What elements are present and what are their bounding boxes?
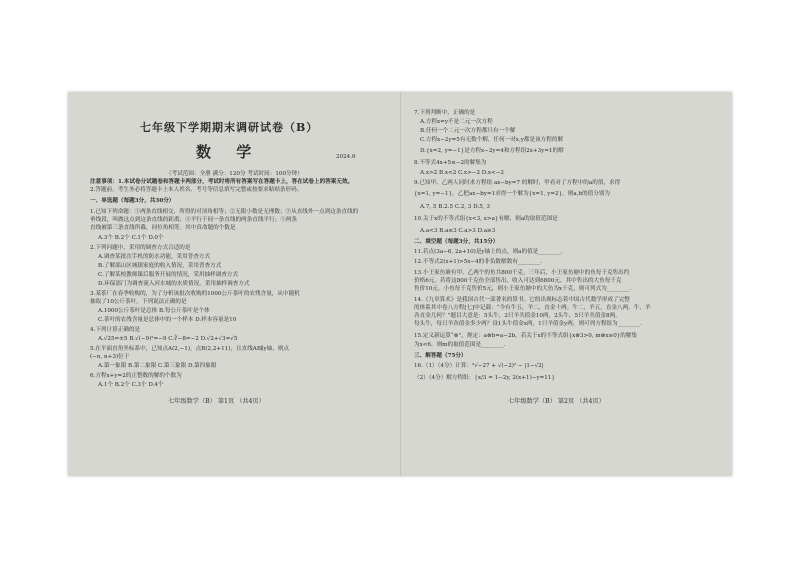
question-line: (−n, n+3)位于 bbox=[90, 354, 130, 360]
section-heading: 三、解答题（75分） bbox=[414, 353, 467, 359]
question-line: 每头牛，每只羊各值金多少两？设1头牛值金x两，1只羊值金y两，则可列方程组为________. bbox=[414, 321, 642, 327]
question-line: 4.下列计算正确的是 bbox=[90, 327, 141, 333]
answer-option: B.了解邵山区城镇家庭的收入情况，采用普查方式 bbox=[98, 263, 222, 269]
exam-subject: 数 学 bbox=[196, 143, 262, 161]
question-line: 售价10元，小鱼每千克售价5元，则小王家鱼塘中的大鱼为x千克，则可列式为________. bbox=[414, 286, 631, 292]
notes-line: 2.答题前，考生务必将答题卡上本人姓名、考号等信息填写完整或按要求粘贴条形码。 bbox=[90, 187, 303, 193]
question-line: 13.小王家鱼塘有甲、乙两个的鱼共800千克，三年后，小王家鱼塘中的鱼每千克售出约 bbox=[414, 270, 630, 276]
question-line: 10.关于x的不等式组{x<3, x>a}有解，则a的取值范围是 bbox=[414, 216, 558, 222]
question-line: {x=1, y=−1}，乙把ax−by=1求得一个解为{x=1, y=2}，则a,b的值分别为 bbox=[414, 191, 611, 197]
question-line: 16.（1）（4分）计算：³√−27 + √(−2)² − |1−√2| bbox=[414, 363, 544, 369]
answer-options: A.1个 B.2个 C.3个 D.4个 bbox=[98, 382, 164, 388]
question-line: 9.已知甲、乙两人同时求方程组 ax−by=7 的解时，甲看对了方程中的a的值，求得 bbox=[414, 180, 621, 186]
answer-option: D.环保部门为调查流入河水城的水质情况，采用抽样调查方式 bbox=[98, 281, 250, 287]
exam-date: 2024.6 bbox=[336, 154, 356, 160]
question-line: 5.在平面直角坐标系中，已知点A(2,−1)，点B(2,2+11)，且直线AB∥y轴，则点 bbox=[90, 346, 290, 352]
answer-options: A.1000公斤茶叶是总体 B.每公斤茶叶是个体 bbox=[98, 308, 210, 314]
answer-option: C.方程x−2y=5有无数个解，任何一对x,y都是该方程的解 bbox=[420, 137, 564, 143]
question-line: 14.《九章算术》是我国古代一部著名的算书。它的出现标志着中国古代数学形成了完整 bbox=[414, 297, 630, 303]
question-line: 垂线段，叫做这点到这条直线的距离；④平行于同一条直线的两条直线平行；⑤两条 bbox=[90, 217, 297, 223]
question-line: 直线被第三条直线所截，同位角相等。其中真命题的个数是 bbox=[90, 225, 236, 231]
exam-title: 七年级下学期期末调研试卷（B） bbox=[140, 121, 319, 134]
question-line: 2.下列问题中，采用的调查方式合适的是 bbox=[90, 245, 191, 251]
answer-options: A.√25=±5 B.√(−9)²=−9 C.∛−8=−2 D.√2+√3=√5 bbox=[98, 336, 238, 342]
question-line: 12.不等式2(x+1)>5x−4的非负数解数有________. bbox=[414, 259, 542, 265]
section-heading: 二、填空题（每题3分，共15分） bbox=[414, 239, 499, 245]
answer-options: A.a<3 B.a≤3 C.a>3 D.a≥3 bbox=[420, 228, 496, 234]
page-footer: 七年级数学（B） 第2页 （共4页） bbox=[508, 398, 605, 405]
answer-options: A.7, 5 B.2.5 C.2, 3 D.5, 3 bbox=[420, 204, 490, 210]
question-line: 8.不等式4x+5≤−2的解集为 bbox=[414, 160, 487, 166]
exam-page-2 bbox=[400, 92, 732, 476]
question-line: 3.某茶厂在春季收购的，为了分析该批次收购的1000公斤茶叶的农残含量，从中随机 bbox=[90, 291, 300, 297]
question-line: 7.下列判断中，正确的是 bbox=[414, 110, 476, 116]
answer-options: C.茶叶的农残含量是总体中的一个样本 D.样本容量是10 bbox=[98, 317, 237, 323]
answer-options: A.第一象限 B.第二象限 C.第三象限 D.第四象限 bbox=[98, 363, 217, 369]
exam-page-1 bbox=[68, 92, 400, 476]
question-line: 的体系其中卷八方程[七]中记载：“今有牛五，羊二，直金十两。牛二，羊五，直金八两。牛、羊 bbox=[414, 305, 651, 311]
page-footer: 七年级数学（B） 第1页 （共4页） bbox=[168, 398, 265, 405]
answer-option: C.了解某校教师课后服务开展的情况，采用抽样调查方式 bbox=[98, 272, 239, 278]
question-line: 抽取了10公斤茶叶，下列说法正确的是 bbox=[90, 299, 187, 305]
question-line: 价格6元。若将这800千克鱼全部售出，收入可达到6800元，其中售出的大鱼每千克 bbox=[414, 278, 622, 284]
question-line: 6.方程x+y=2的正整数的解的个数为 bbox=[90, 373, 182, 379]
answer-option: A.调查某批次手机的防水功能，采用普查方式 bbox=[98, 254, 211, 260]
answer-option: B.任何一个二元一次方程都只有一个解 bbox=[420, 128, 516, 134]
question-line: 为x<6，则m的取值范围是________. bbox=[414, 342, 506, 348]
answer-options: A.x>2 B.x<2 C.x>−2 D.x<−2 bbox=[420, 170, 504, 176]
section-heading: 一、单选题（每题3分，共30分） bbox=[90, 198, 175, 204]
exam-info: （考试范围：全册 满分：120分 考试时间：100分钟） bbox=[166, 171, 303, 177]
question-line: 11.若点(3a−6, 2a+10)是y轴上的点，则a的值是________. bbox=[414, 249, 563, 255]
question-line: 1.已知下列命题：①两条直线相交，所得的对顶角相等；②无限小数是无理数；③从直线外一点到这条直线的 bbox=[90, 209, 359, 215]
question-line: 15.定义新运算“⊗”，规定：a⊗b=a−2b，若关于x的不等式组{x⊗3>0, m⊗x≥0}的解集 bbox=[414, 333, 638, 339]
exam-paper-photo bbox=[68, 92, 732, 476]
answer-options: A.3个 B.2个 C.1个 D.0个 bbox=[98, 235, 164, 241]
answer-option: A.方程x=y不是二元一次方程 bbox=[420, 119, 493, 125]
answer-option: D.{x=2, y=−1}是方程x−2y=4和方程组2x+3y=1的解 bbox=[420, 148, 564, 154]
question-line: 各直金几何？”题目大意是：5头牛，2只羊共值金10两，2头牛，5只羊共值金8两， bbox=[414, 313, 621, 319]
notes-line: 注意事项：1.本试卷分试题卷和答题卡两部分，考试时将所有答案写在答题卡上，答在试卷上的答案无效。 bbox=[90, 179, 354, 185]
question-line: （2）（4分）解方程组：{x/3 = 1−2y, 2(x+1)−y=11} bbox=[414, 375, 555, 381]
